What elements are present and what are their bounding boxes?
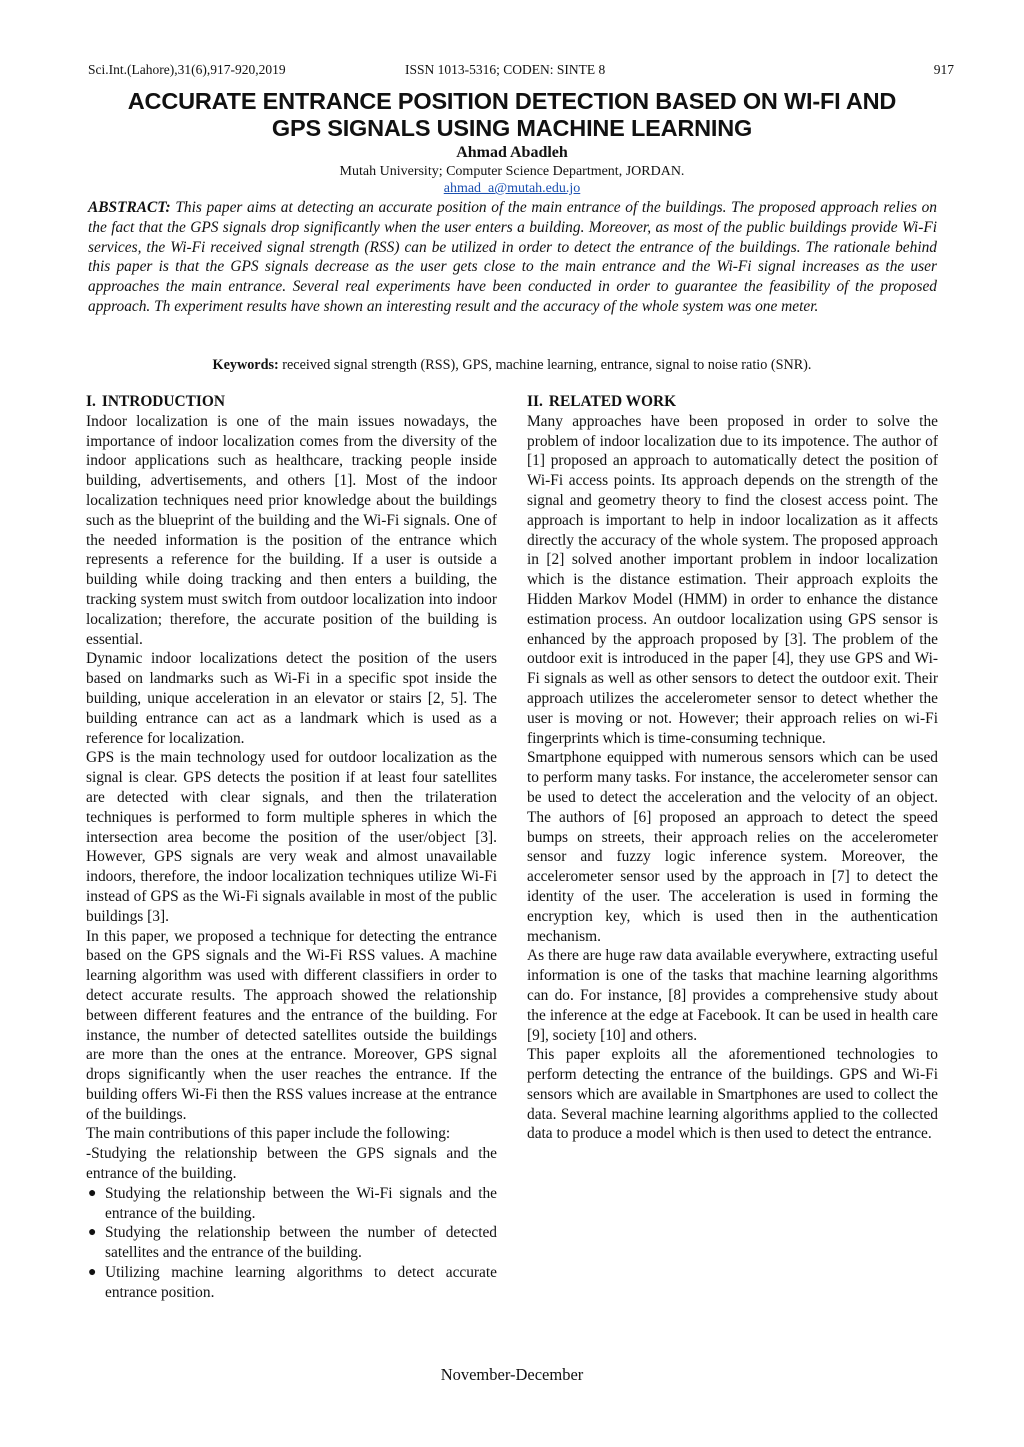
- title-line-2: GPS SIGNALS USING MACHINE LEARNING: [271, 115, 753, 141]
- running-header: [88, 62, 954, 80]
- list-item: [86, 1184, 497, 1224]
- list-item: [86, 1263, 497, 1303]
- paper-title: [60, 88, 964, 142]
- bullet-icon: ●: [88, 1185, 97, 1201]
- paragraph: Many approaches have been proposed in order to solve the problem of indoor localization due to its impotence. The author of [1] proposed an approach to automatically detect the position of Wi-Fi access points. Its approach depends on the strength of the signal and geometry theory to find the closest access point. The approach is important to help in indoor localization as it affects directly the accuracy of the whole system. The proposed approach in [2] solved another important problem in indoor localization which is the distance estimation. Their approach exploits the Hidden Markov Model (HMM) in order to enhance the distance estimation process. An outdoor localization using GPS sensor is enhanced by the approach proposed by [3]. The problem of the outdoor exit is introduced in the paper [4], they use GPS and Wi-Fi signals as well as other sensors to detect the outdoor exit. Their approach utilizes the accelerometer sensor to detect whether the user is moving or not. However; their approach relies on wi-Fi fingerprints which is time-consuming technique.: [527, 412, 938, 747]
- page-number: 917: [933, 62, 954, 77]
- section-heading-introduction: [86, 392, 497, 412]
- keywords: [0, 356, 1024, 374]
- paragraph: The main contributions of this paper include the following:: [86, 1125, 451, 1143]
- bullet-icon: ●: [88, 1265, 97, 1281]
- paragraph: Smartphone equipped with numerous sensors which can be used to perform many tasks. For instance, the accelerometer sensor can be used to detect the acceleration and the velocity of an object. The authors of [6] proposed an approach to detect the speed bumps on streets, their approach relies on the accelerometer sensor and fuzzy logic inference system. Moreover, the accelerometer sensor used by the approach in [7] to detect the identity of the user. The acceleration is used in forming the encryption key, which is used then in the authentication mechanism.: [527, 749, 938, 945]
- section-title: INTRODUCTION: [101, 393, 225, 410]
- right-column: [527, 392, 938, 1144]
- paragraph: Indoor localization is one of the main issues nowadays, the importance of indoor localization comes from the diversity of the indoor applications such as healthcare, tracking people inside building, advertisements, and others [1]. Most of the indoor localization techniques need prior knowledge about the buildings such as the blueprint of the building and the Wi-Fi signals. One of the needed information is the position of the entrance which represents a reference for the building. If a user is outside a building while doing tracking and then enters a building, the tracking system must switch from outdoor localization into indoor localization; therefore, the accurate position of the building is essential.: [86, 412, 497, 648]
- abstract: [88, 198, 937, 317]
- abstract-label: ABSTRACT:: [88, 199, 171, 216]
- title-line-1: ACCURATE ENTRANCE POSITION DETECTION BASED ON WI-FI AND: [127, 88, 897, 114]
- paragraph: As there are huge raw data available everywhere, extracting useful information is one of the tasks that machine learning algorithms can do. For instance, [8] provides a comprehensive study about the inference at the edge at Facebook. It can be used in health care [9], society [10] and others.: [527, 947, 938, 1044]
- list-item-text: Studying the relationship between the number of detected satellites and the entrance of the building.: [105, 1224, 497, 1262]
- issn-coden: ISSN 1013-5316; CODEN: SINTE 8: [405, 62, 606, 77]
- paragraph: -Studying the relationship between the GPS signals and the entrance of the building.: [86, 1145, 497, 1183]
- left-column: [86, 392, 497, 1303]
- section-heading-related-work: [527, 392, 938, 412]
- paragraph: Dynamic indoor localizations detect the position of the users based on landmarks such as Wi-Fi in a specific spot inside the building, unique acceleration in an elevator or stairs [2, 5]. The building entrance can act as a landmark which is used as a reference for localization.: [86, 650, 497, 747]
- abstract-text: This paper aims at detecting an accurate position of the main entrance of the buildings. The proposed approach relies on the fact that the GPS signals drop significantly when the user enters a building. Moreover, as most of the public buildings provide Wi-Fi services, the Wi-Fi received signal strength (RSS) can be utilized in order to detect the entrance of the buildings. The rationale behind this paper is that the GPS signals decrease as the user gets close to the main entrance and the Wi-Fi signal increases as the user approaches the main entrance. Several real experiments have been conducted in order to guarantee the feasibility of the proposed approach. Th experiment results have shown an interesting result and the accuracy of the whole system was one meter.: [88, 199, 937, 315]
- contributions-list: [86, 1184, 497, 1303]
- paragraph: In this paper, we proposed a technique for detecting the entrance based on the GPS signals and the Wi-Fi RSS values. A machine learning algorithm was used with different classifiers in order to detect accurate results. The approach showed the relationship between different features and the entrance of the building. For instance, the number of detected satellites outside the buildings are more than the ones at the entrance. Moreover, GPS signal drops significantly when the user reaches the entrance. If the building offers Wi-Fi then the RSS values increase at the entrance of the buildings.: [86, 927, 497, 1123]
- list-item: [86, 1223, 497, 1263]
- journal-citation: Sci.Int.(Lahore),31(6),917-920,2019: [88, 62, 286, 77]
- author-email-line: [0, 180, 1024, 197]
- keywords-text: received signal strength (RSS), GPS, machine learning, entrance, signal to noise ratio (SNR).: [282, 357, 812, 373]
- section-number: I.: [86, 393, 96, 410]
- footer-issue: November-December: [440, 1365, 584, 1384]
- bullet-icon: ●: [88, 1225, 97, 1241]
- section-title: RELATED WORK: [548, 393, 677, 410]
- list-item-text: Studying the relationship between the Wi-Fi signals and the entrance of the building.: [105, 1184, 497, 1222]
- author-email-link[interactable]: ahmad_a@mutah.edu.jo: [443, 181, 581, 196]
- author-affiliation: Mutah University; Computer Science Department, JORDAN.: [339, 164, 685, 179]
- paragraph: GPS is the main technology used for outdoor localization as the signal is clear. GPS detects the position if at least four satellites are detected with clear signals, and then the trilateration techniques is performed to form multiple spheres in which the intersection area become the position of the user/object [3]. However, GPS signals are very weak and almost unavailable indoors, therefore, the indoor localization techniques utilize Wi-Fi instead of GPS as the Wi-Fi signals available in most of the public buildings [3].: [86, 749, 497, 925]
- paragraph: This paper exploits all the aforementioned technologies to perform detecting the entrance of the buildings. GPS and Wi-Fi sensors which are available in Smartphones are used to collect the data. Several machine learning algorithms applied to the collected data to produce a model which is then used to detect the entrance.: [527, 1046, 938, 1143]
- section-number: II.: [527, 393, 543, 410]
- list-item-text: Utilizing machine learning algorithms to detect accurate entrance position.: [105, 1264, 497, 1301]
- author-name: Ahmad Abadleh: [456, 144, 568, 161]
- keywords-label: Keywords:: [212, 357, 279, 373]
